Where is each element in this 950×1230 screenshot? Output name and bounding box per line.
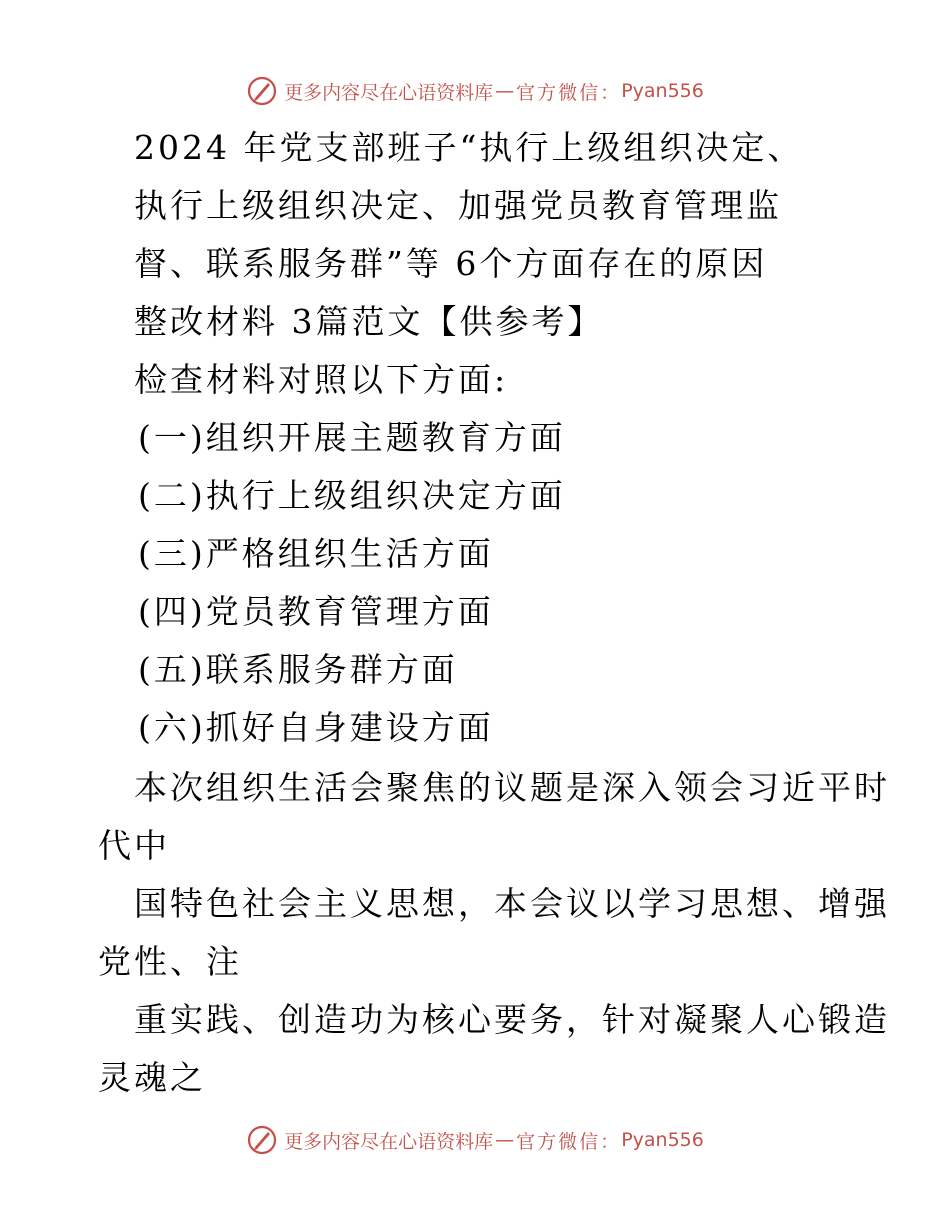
list-item: (四)党员教育管理方面 bbox=[138, 592, 494, 631]
watermark-title: 更多内容尽在心语资料库 bbox=[284, 1130, 494, 1153]
list-item: (三)严格组织生活方面 bbox=[138, 534, 494, 573]
body-paragraph-line: 国特色社会主义思想，本会议以学习思想、增强 bbox=[134, 884, 890, 923]
quill-pen-logo-icon bbox=[246, 75, 278, 107]
watermark-separator: — bbox=[495, 1129, 515, 1151]
watermark-label: 官方微信： bbox=[516, 81, 622, 104]
body-paragraph-line: 灵魂之 bbox=[98, 1058, 206, 1097]
watermark-title: 更多内容尽在心语资料库 bbox=[284, 81, 494, 104]
watermark-label: 官方微信： bbox=[516, 1130, 622, 1153]
body-paragraph-line: 重实践、创造功为核心要务，针对凝聚人心锻造 bbox=[134, 1000, 890, 1039]
document-title-line: 执行上级组织决定、加强党员教育管理监 bbox=[134, 186, 782, 225]
list-item: (二)执行上级组织决定方面 bbox=[138, 476, 566, 515]
body-paragraph-line: 党性、注 bbox=[98, 942, 242, 981]
quill-pen-logo-icon bbox=[246, 1124, 278, 1156]
watermark-wechat-id: Pyan556 bbox=[621, 1129, 704, 1151]
list-item: (六)抓好自身建设方面 bbox=[138, 708, 494, 747]
watermark-separator: — bbox=[495, 80, 515, 102]
list-item: (五)联系服务群方面 bbox=[138, 650, 458, 689]
watermark-footer bbox=[0, 1120, 950, 1160]
document-title-line: 督、联系服务群”等 6个方面存在的原因 bbox=[134, 244, 768, 283]
watermark-header bbox=[0, 71, 950, 111]
body-paragraph-line: 代中 bbox=[98, 826, 170, 865]
list-item: (一)组织开展主题教育方面 bbox=[138, 418, 566, 457]
document-title-line: 2024 年党支部班子“执行上级组织决定、 bbox=[134, 128, 804, 167]
document-title-line: 整改材料 3篇范文【供参考】 bbox=[134, 302, 604, 341]
body-paragraph-line: 本次组织生活会聚焦的议题是深入领会习近平时 bbox=[134, 768, 890, 807]
intro-text: 检查材料对照以下方面: bbox=[134, 360, 509, 399]
watermark-wechat-id: Pyan556 bbox=[621, 80, 704, 102]
